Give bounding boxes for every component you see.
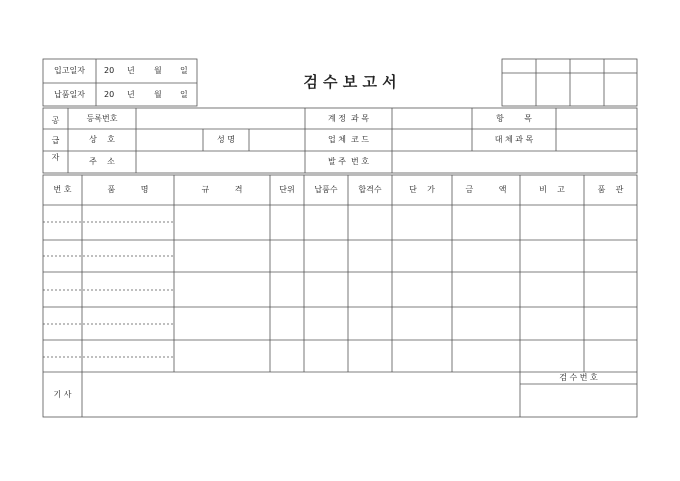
col-item-name: 품 명 xyxy=(107,185,149,194)
col-delivered-qty: 납품수 xyxy=(314,185,338,194)
vendor-code-field[interactable] xyxy=(392,129,472,151)
notes-label: 기 사 xyxy=(53,389,72,399)
delivery-day-unit: 일 xyxy=(180,89,188,99)
name-label: 성 명 xyxy=(217,135,235,144)
col-unit-price: 단 가 xyxy=(409,185,435,194)
col-unit: 단위 xyxy=(279,185,295,194)
order-no-field[interactable] xyxy=(392,151,637,173)
receipt-day-unit: 일 xyxy=(180,66,188,75)
table-row[interactable] xyxy=(43,240,637,272)
table-row[interactable] xyxy=(43,205,637,240)
col-quality: 품 관 xyxy=(597,185,624,194)
address-field[interactable] xyxy=(136,151,305,173)
receipt-year-unit: 년 xyxy=(127,66,135,75)
receipt-year-prefix: 20 xyxy=(104,66,115,75)
col-remarks: 비 고 xyxy=(539,185,565,194)
item-label: 항 목 xyxy=(496,113,532,123)
delivery-year-unit: 년 xyxy=(127,89,135,99)
reg-no-field[interactable] xyxy=(136,108,305,129)
receipt-month-unit: 월 xyxy=(154,66,162,75)
delivery-date-label: 납품일자 xyxy=(54,89,85,99)
order-no-label: 발 주 번 호 xyxy=(327,157,370,166)
supplier-side-label-1: 공 xyxy=(51,116,60,125)
col-passed-qty: 합격수 xyxy=(358,185,382,194)
table-row[interactable] xyxy=(43,307,637,340)
item-field[interactable] xyxy=(556,108,637,129)
receipt-date-label: 입고일자 xyxy=(54,66,85,75)
delivery-year-prefix: 20 xyxy=(104,89,115,99)
reg-no-label: 등록번호 xyxy=(86,113,118,123)
col-spec: 규 격 xyxy=(201,185,243,194)
vendor-code-label: 업 체 코 드 xyxy=(327,135,370,144)
alt-account-label: 대 체 과 목 xyxy=(494,135,534,144)
col-number: 번 호 xyxy=(53,185,72,194)
table-row[interactable] xyxy=(43,340,637,372)
company-label: 상 호 xyxy=(89,135,115,144)
supplier-side-label-3: 자 xyxy=(51,153,60,162)
supplier-side-label-2: 급 xyxy=(51,136,60,145)
notes-field[interactable] xyxy=(82,372,520,417)
alt-account-field[interactable] xyxy=(556,129,637,151)
address-label: 주 소 xyxy=(89,157,115,166)
account-label: 계 정 과 목 xyxy=(327,113,370,123)
inspection-no-label: 검 수 번 호 xyxy=(559,373,598,382)
name-field[interactable] xyxy=(249,129,305,151)
inspection-no-field[interactable] xyxy=(520,384,637,417)
document-title: 검 수 보 고 서 xyxy=(303,72,397,91)
col-amount: 금 액 xyxy=(465,185,507,194)
account-field[interactable] xyxy=(392,108,472,129)
table-row[interactable] xyxy=(43,272,637,307)
company-field[interactable] xyxy=(136,129,203,151)
delivery-month-unit: 월 xyxy=(154,89,162,99)
